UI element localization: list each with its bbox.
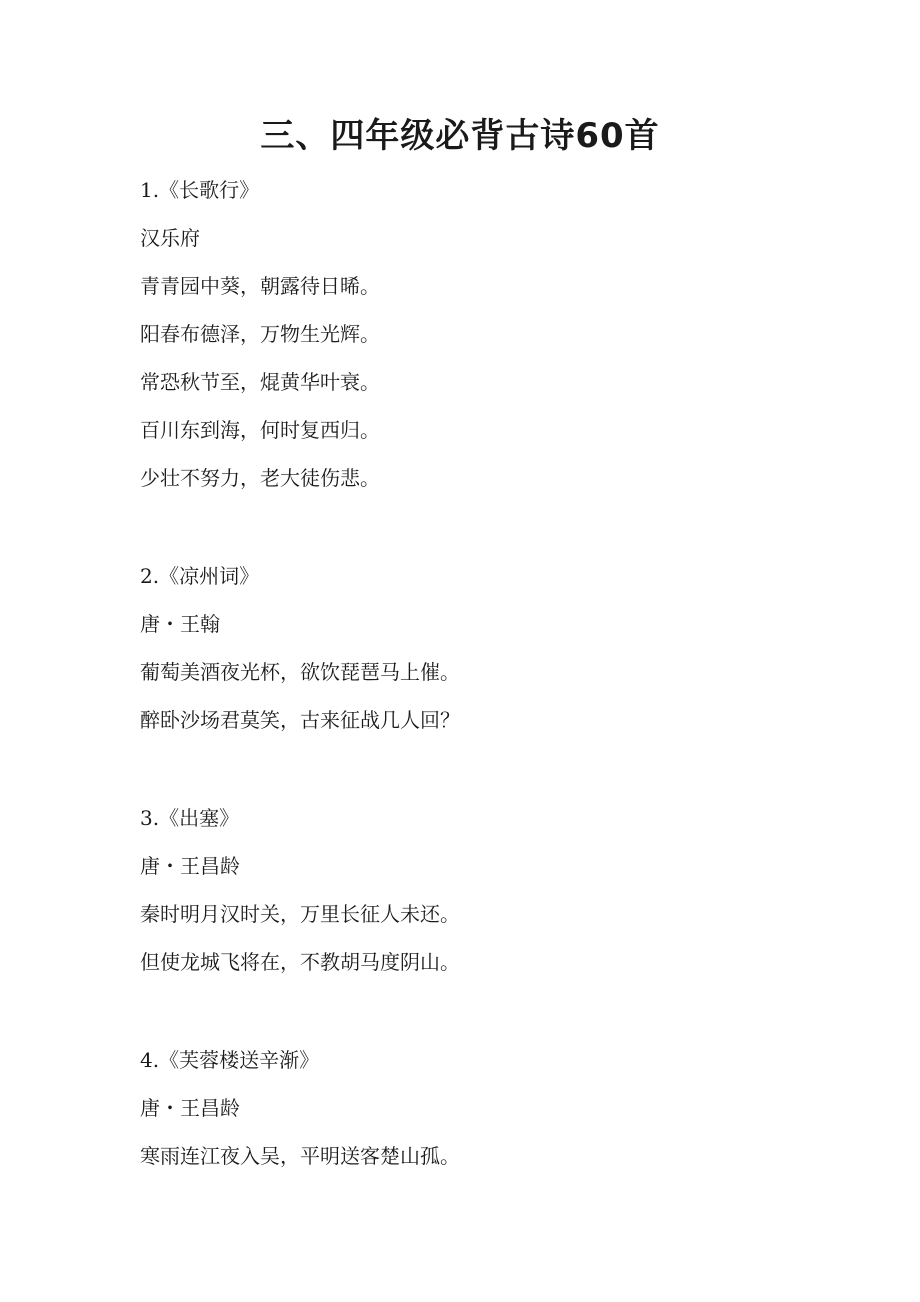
- poem-heading: 4.《芙蓉楼送辛渐》: [140, 1048, 320, 1072]
- poem-line: 青青园中葵，朝露待日晞。: [140, 274, 380, 298]
- poem-line: 醉卧沙场君莫笑，古来征战几人回？: [140, 708, 460, 732]
- poem-line: 秦时明月汉时关，万里长征人未还。: [140, 902, 460, 926]
- poem-list: [140, 166, 880, 1230]
- poem-2: [140, 552, 880, 744]
- poem-line: 寒雨连江夜入吴，平明送客楚山孤。: [140, 1144, 460, 1168]
- poem-line: 葡萄美酒夜光杯，欲饮琵琶马上催。: [140, 660, 460, 684]
- poem-line: 阳春布德泽，万物生光辉。: [140, 322, 380, 346]
- poem-line: 常恐秋节至，焜黄华叶衰。: [140, 370, 380, 394]
- poem-line: 但使龙城飞将在，不教胡马度阴山。: [140, 950, 460, 974]
- poem-1: [140, 166, 880, 502]
- poem-heading: 2.《凉州词》: [140, 564, 260, 588]
- poem-heading: 1.《长歌行》: [140, 178, 260, 202]
- poem-heading: 3.《出塞》: [140, 806, 240, 830]
- poem-author: 唐・王昌龄: [140, 854, 240, 878]
- poem-author: 唐・王翰: [140, 612, 220, 636]
- poem-line: 少壮不努力，老大徒伤悲。: [140, 466, 380, 490]
- poem-4: [140, 1036, 880, 1180]
- poem-3: [140, 794, 880, 986]
- poem-line: 百川东到海，何时复西归。: [140, 418, 380, 442]
- poem-author: 唐・王昌龄: [140, 1096, 240, 1120]
- poem-author: 汉乐府: [140, 226, 200, 250]
- page-title: 三、四年级必背古诗60首: [260, 116, 660, 156]
